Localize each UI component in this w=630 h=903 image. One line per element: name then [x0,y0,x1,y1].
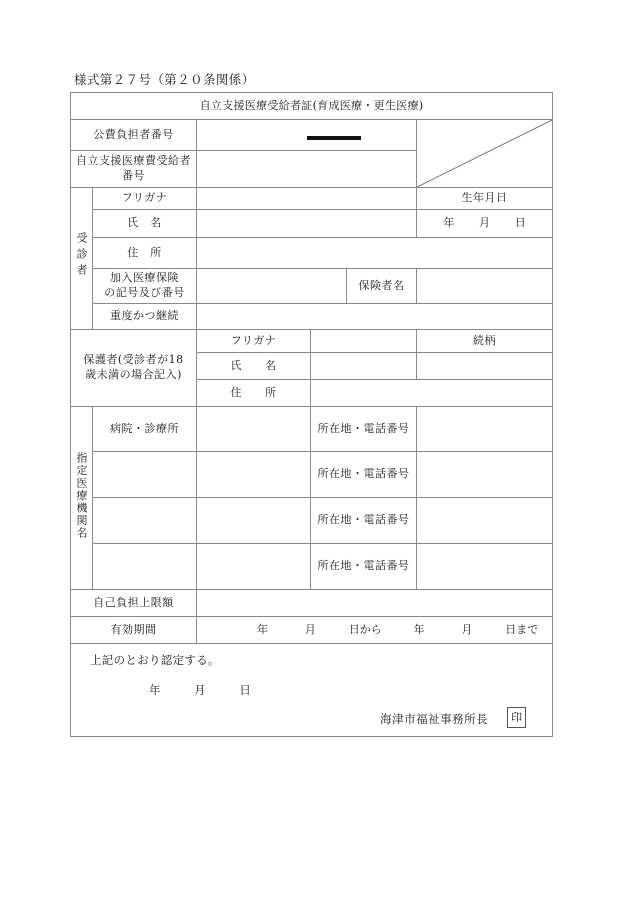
institution-name-value[interactable] [197,452,311,498]
patient-severe-row [71,304,553,330]
form-number: 様式第２７号（第２０条関係） [74,72,255,87]
title-row [71,93,553,120]
certification-row [71,644,553,737]
guardian-section-label [71,330,197,407]
public-payer-number-field[interactable] [197,120,417,151]
from-month-unit: 月 [304,622,316,636]
cert-day-unit: 日 [239,683,251,697]
patient-address-label: 住 所 [93,238,197,269]
patient-birthdate-value[interactable] [417,210,553,238]
birth-year-unit: 年 [443,216,455,230]
guardian-furigana-label: フリガナ [197,330,311,353]
institution-address-phone-label: 所在地・電話番号 [311,452,417,498]
cert-year-unit: 年 [149,683,161,697]
institution-name-value[interactable] [197,407,311,452]
patient-furigana-row [71,188,553,210]
institutions-section-label: 指定医療機関名 [71,407,93,590]
from-year-unit: 年 [256,622,268,636]
institution-address-phone-value[interactable] [417,407,553,452]
patient-section-label: 受診者 [71,188,93,330]
certification-block [71,644,553,737]
institution-row-1 [71,407,553,452]
document-title: 自立支援医療受給者証(育成医療・更生医療) [71,93,553,120]
hospital-clinic-label: 病院・診療所 [93,407,197,452]
to-year-unit: 年 [413,622,425,636]
institution-address-phone-label: 所在地・電話番号 [311,498,417,544]
guardian-label-line2: 歳未満の場合記入) [85,368,182,381]
highlighted-digit-box [307,136,362,140]
insurer-name-label: 保険者名 [347,269,417,304]
patient-name-label: 氏 名 [93,210,197,238]
severe-continuous-value[interactable] [197,304,553,330]
guardian-name-value[interactable] [311,353,417,380]
recipient-number-label: 自立支援医療費受給者番号 [71,151,197,188]
patient-name-value[interactable] [197,210,417,238]
patient-address-row [71,238,553,269]
certification-date[interactable] [149,683,251,699]
institution-name-label-blank[interactable] [93,452,197,498]
from-day-unit: 日から [348,622,382,636]
guardian-relation-value[interactable] [417,353,553,380]
guardian-relation-label: 続柄 [417,330,553,353]
guardian-address-label: 住 所 [197,380,311,407]
patient-name-row [71,210,553,238]
guardian-furigana-value[interactable] [311,330,417,353]
patient-address-value[interactable] [197,238,553,269]
insurance-label-line2: の記号及び番号 [104,286,185,299]
severe-continuous-label: 重度かつ継続 [93,304,197,330]
to-day-unit: 日まで [505,622,539,636]
diagonal-strike-icon [417,120,552,187]
recipient-number-field[interactable] [197,151,417,188]
self-pay-limit-row [71,590,553,617]
patient-insurance-row [71,269,553,304]
institution-address-phone-label: 所在地・電話番号 [311,407,417,452]
guardian-address-value[interactable] [311,380,553,407]
issuing-authority: 海津市福祉事務所長 [380,712,489,726]
institution-address-phone-value[interactable] [417,544,553,590]
institution-row-4 [71,544,553,590]
cert-month-unit: 月 [194,683,206,697]
patient-birthdate-label: 生年月日 [417,188,553,210]
valid-period-value[interactable] [197,617,553,644]
guardian-furigana-row [71,330,553,353]
institution-row-3 [71,498,553,544]
guardian-label-line1: 保護者(受診者が18 [83,353,184,367]
patient-furigana-value[interactable] [197,188,417,210]
birth-day-unit: 日 [514,216,526,230]
institution-name-value[interactable] [197,544,311,590]
institution-name-value[interactable] [197,498,311,544]
certification-statement: 上記のとおり認定する。 [90,653,220,667]
patient-furigana-label: フリガナ [93,188,197,210]
guardian-name-label: 氏 名 [197,353,311,380]
certificate-table [70,92,553,737]
to-month-unit: 月 [461,622,473,636]
blank-diagonal-area [417,120,553,188]
patient-insurance-label [93,269,197,304]
patient-insurance-value[interactable] [197,269,347,304]
public-payer-number-row [71,120,553,151]
institution-name-label-blank[interactable] [93,544,197,590]
valid-period-label: 有効期間 [71,617,197,644]
institution-address-phone-value[interactable] [417,498,553,544]
institution-address-phone-value[interactable] [417,452,553,498]
institution-address-phone-label: 所在地・電話番号 [311,544,417,590]
insurer-name-value[interactable] [417,269,553,304]
institution-name-label-blank[interactable] [93,498,197,544]
birth-month-unit: 月 [479,216,491,230]
self-pay-limit-label: 自己負担上限額 [71,590,197,617]
insurance-label-line1: 加入医療保険 [110,271,179,285]
public-payer-number-label: 公費負担者番号 [71,120,197,151]
self-pay-limit-value[interactable] [197,590,553,617]
seal-stamp-icon: 印 [507,707,526,728]
valid-period-row [71,617,553,644]
institution-row-2 [71,452,553,498]
